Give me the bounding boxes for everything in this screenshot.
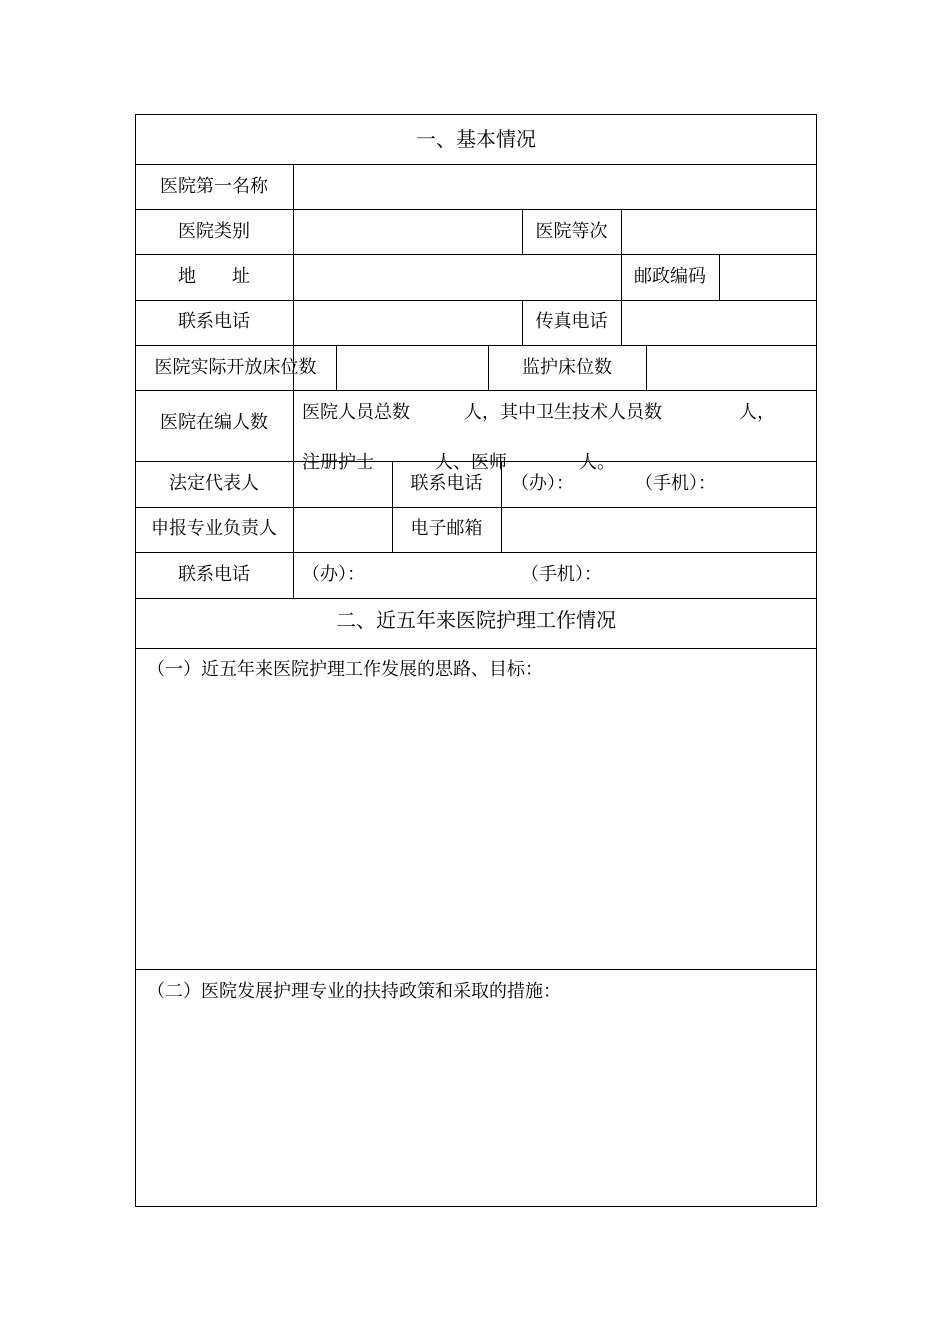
col-divider bbox=[293, 390, 294, 598]
row-divider bbox=[135, 598, 817, 599]
col-divider bbox=[621, 209, 622, 254]
legal-phone-label: 联系电话 bbox=[410, 473, 483, 494]
staff-unit-label: 人， bbox=[739, 402, 775, 423]
postcode-label: 邮政编码 bbox=[634, 266, 706, 287]
contact-mobile-label: （手机）： bbox=[521, 564, 602, 585]
col-divider bbox=[621, 300, 622, 345]
row-divider bbox=[135, 300, 817, 301]
tech-staff-label: 人，其中卫生技术人员数 bbox=[464, 402, 662, 423]
row-divider bbox=[135, 507, 817, 508]
office-phone-label: （办）： bbox=[511, 473, 574, 494]
row-divider bbox=[135, 648, 817, 649]
hospital-name-label: 医院第一名称 bbox=[160, 176, 268, 197]
nurses-label: 注册护士 bbox=[302, 452, 374, 473]
section2-title: 二、近五年来医院护理工作情况 bbox=[336, 608, 616, 632]
col-divider bbox=[336, 345, 337, 390]
row-divider bbox=[135, 552, 817, 553]
address-label: 地 址 bbox=[178, 266, 250, 287]
row-divider bbox=[135, 345, 817, 346]
fax-label: 传真电话 bbox=[535, 311, 608, 332]
contact-phone-label: 联系电话 bbox=[178, 564, 250, 585]
staff-total-label: 医院人员总数 bbox=[302, 402, 410, 423]
specialty-head-label: 申报专业负责人 bbox=[151, 518, 277, 539]
doctors-label: 人、医师 bbox=[435, 452, 507, 473]
row-divider bbox=[135, 209, 817, 210]
col-divider bbox=[501, 461, 502, 552]
hospital-grade-label: 医院等次 bbox=[535, 221, 608, 242]
email-label: 电子邮箱 bbox=[410, 518, 483, 539]
row-divider bbox=[135, 969, 817, 970]
hospital-category-label: 医院类别 bbox=[178, 221, 250, 242]
col-divider bbox=[646, 345, 647, 390]
section1-title: 一、基本情况 bbox=[416, 127, 536, 151]
row-divider bbox=[135, 390, 817, 391]
legal-rep-label: 法定代表人 bbox=[169, 473, 259, 494]
open-beds-label: 医院实际开放床位数 bbox=[154, 357, 317, 378]
item1-prompt: （一）近五年来医院护理工作发展的思路、目标： bbox=[147, 659, 543, 680]
staff-count-label: 医院在编人数 bbox=[160, 412, 268, 433]
row-divider bbox=[135, 164, 817, 165]
doctors-unit-label: 人。 bbox=[579, 452, 615, 473]
application-form bbox=[135, 114, 817, 1207]
col-divider bbox=[719, 254, 720, 300]
item2-prompt: （二）医院发展护理专业的扶持政策和采取的措施： bbox=[147, 981, 561, 1002]
mobile-phone-label: （手机）： bbox=[635, 473, 716, 494]
icu-beds-label: 监护床位数 bbox=[522, 357, 612, 378]
contact-office-label: （办）： bbox=[302, 564, 365, 585]
row-divider bbox=[135, 254, 817, 255]
phone-label: 联系电话 bbox=[178, 311, 250, 332]
